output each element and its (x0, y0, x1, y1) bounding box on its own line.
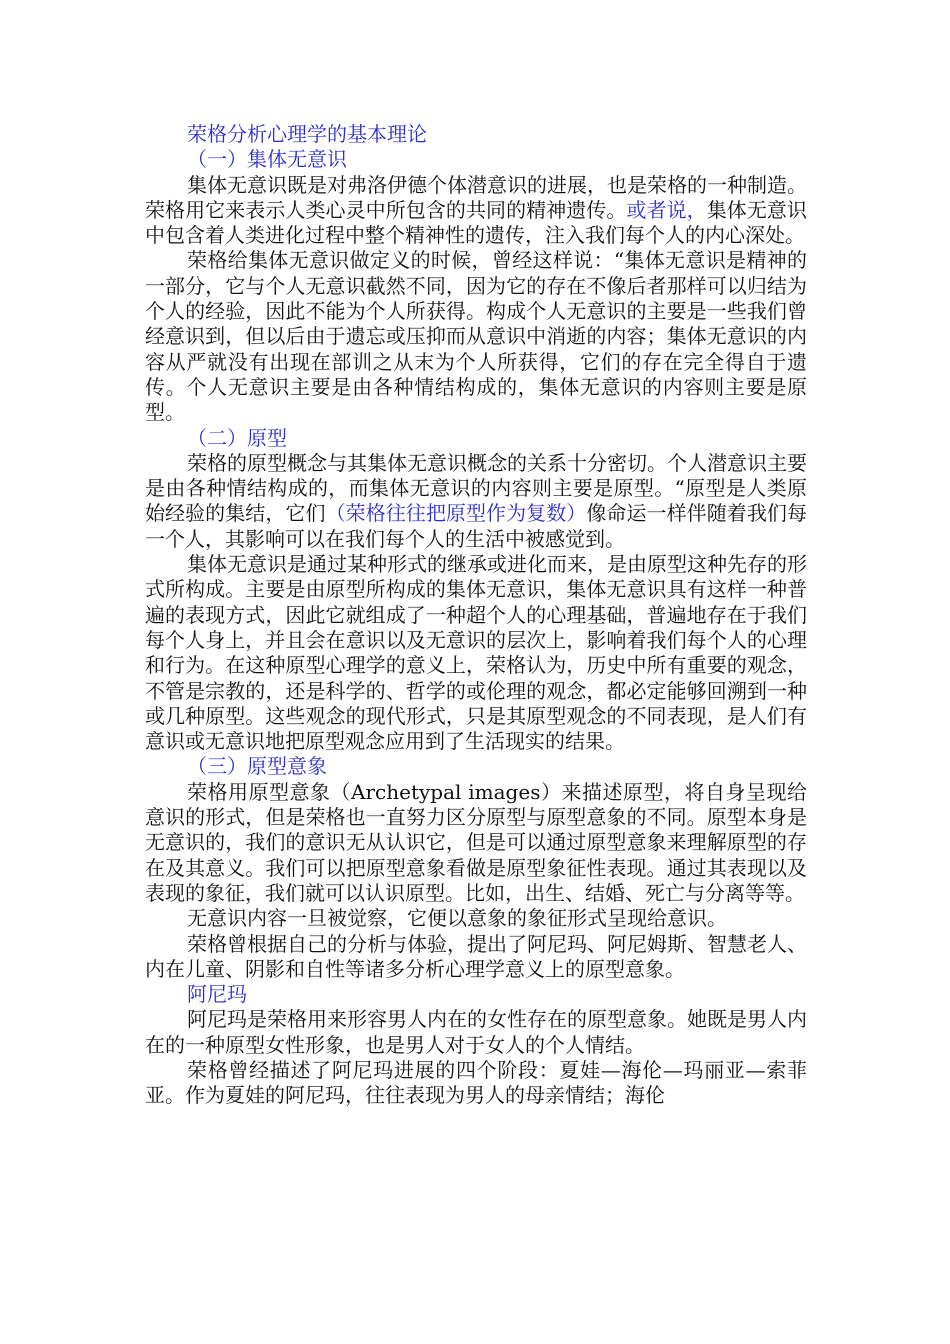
paragraph-text: 集体无意识中包含着人类进化过程中整个精神性的遗传，注入我们每个人的内心深处。 (145, 197, 807, 248)
paragraph: 荣格用原型意象（Archetypal images）来描述原型，将自身呈现给意识的形式，但是荣格也一直努力区分原型与原型意象的不同。原型本身是无意识的，我们的意识无从认识它，但是可以通过原型意象来理解原型的存在及其意义。我们可以把原型意象看做是原型象征性表现。通过其表现以及表现的象征，我们就可以认识原型。比如，出生、结婚、死亡与分离等等。 (145, 779, 807, 905)
paragraph: 集体无意识是通过某种形式的继承或进化而来，是由原型这种先存的形式所构成。主要是由原型所构成的集体无意识，集体无意识具有这样一种普遍的表现方式，因此它就组成了一种超个人的心理基础，普遍地存在于我们每个人身上，并且会在意识以及无意识的层次上，影响着我们每个人的心理和行为。在这种原型心理学的意义上，荣格认为，历史中所有重要的观念，不管是宗教的，还是科学的、哲学的或伦理的观念，都必定能够回溯到一种或几种原型。这些观念的现代形式，只是其原型观念的不同表现，是人们有意识或无意识地把原型观念应用到了生活现实的结果。 (145, 552, 807, 754)
hyperlink-text[interactable]: （荣格往往把原型作为复数） (325, 501, 587, 526)
paragraph (145, 173, 807, 249)
paragraph: 荣格曾根据自己的分析与体验，提出了阿尼玛、阿尼姆斯、智慧老人、内在儿童、阴影和自性等诸多分析心理学意义上的原型意象。 (145, 931, 807, 981)
section-heading-archetypal-images: （三）原型意象 (187, 754, 327, 779)
paragraph-text: 荣格的原型概念与其集体无意识概念的关系十分密切。个人潜意识主要是由各种情结构成的，而集体无意识的内容则主要是原型。“原型是人类原始经验的集结，它们 (145, 450, 807, 526)
paragraph-text: 像命运一样伴随着我们每一个人，其影响可以在我们每个人的生活中被感觉到。 (145, 501, 807, 551)
section-heading-collective-unconscious: （一）集体无意识 (187, 147, 347, 172)
document-body (145, 122, 807, 1109)
paragraph: 荣格曾经描述了阿尼玛进展的四个阶段：夏娃—海伦—玛丽亚—索菲亚。作为夏娃的阿尼玛，往往表现为男人的母亲情结；海伦 (145, 1057, 807, 1108)
paragraph-text: 集体无意识既是对弗洛伊德个体潜意识的进展，也是荣格的一种制造。荣格用它来表示人类心灵中所包含的共同的精神遗传。 (145, 172, 807, 222)
hyperlink-text[interactable]: 或者说， (626, 197, 707, 222)
section-heading-archetype: （二）原型 (187, 425, 287, 450)
section-heading-anima: 阿尼玛 (187, 982, 247, 1007)
document-title: 荣格分析心理学的基本理论 (187, 122, 427, 146)
paragraph: 荣格给集体无意识做定义的时候，曾经这样说：“集体无意识是精神的一部分，它与个人无意识截然不同，因为它的存在不像后者那样可以归结为个人的经验，因此不能为个人所获得。构成个人无意识的主要是一些我们曾经意识到，但以后由于遗忘或压抑而从意识中消逝的内容；集体无意识的内容从严就没有出现在部训之从末为个人所获得，它们的存在完全得自于遗传。个人无意识主要是由各种情结构成的，集体无意识的内容则主要是原型。 (145, 248, 807, 425)
paragraph: 阿尼玛是荣格用来形容男人内在的女性存在的原型意象。她既是男人内在的一种原型女性形象，也是男人对于女人的个人情结。 (145, 1007, 807, 1057)
paragraph (145, 451, 807, 552)
paragraph: 无意识内容一旦被觉察，它便以意象的象征形式呈现给意识。 (187, 906, 727, 931)
